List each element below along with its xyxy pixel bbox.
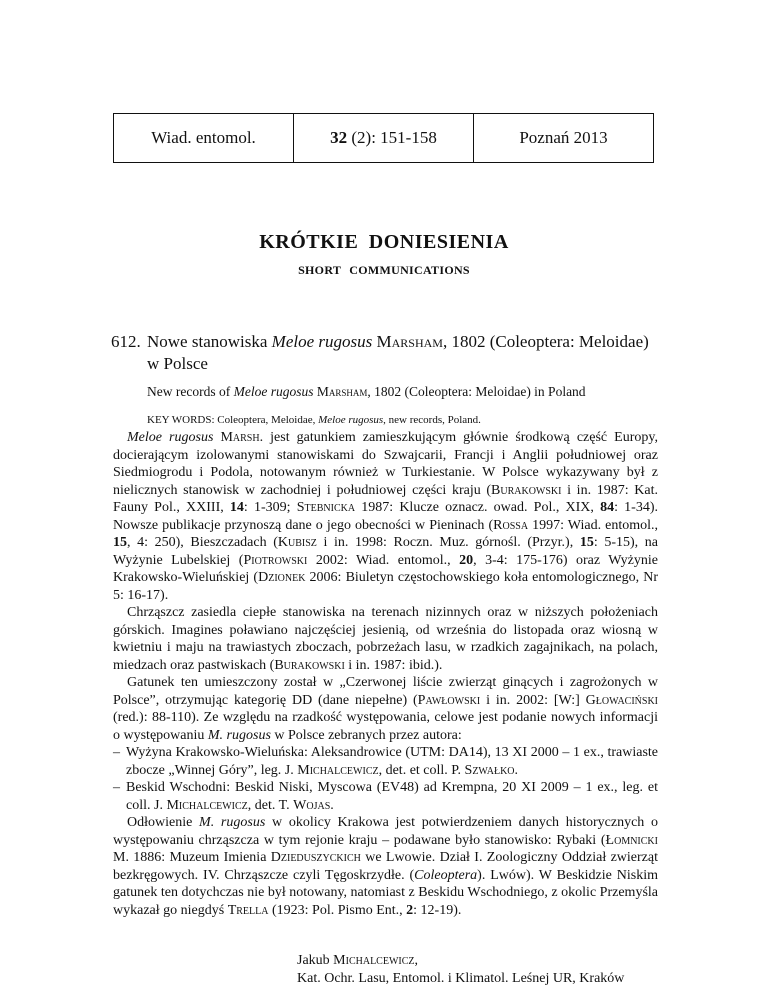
article-body: [113, 429, 658, 919]
keywords-label: KEY WORDS:: [147, 414, 215, 426]
article-title: 612. Nowe stanowiska Meloe rugosus Marsham, 1802 (Coleoptera: Meloidae) w Polsce: [111, 332, 649, 373]
record-list-item: – Wyżyna Krakowsko-Wieluńska: Aleksandrowice (UTM: DA14), 13 XI 2000 – 1 ex., trawiaste zbocze „Winnej Góry”, leg. J. Michalcewicz, det. et coll. P. Szwałko.: [113, 745, 658, 778]
journal-name: Wiad. entomol.: [151, 128, 256, 147]
paragraph-3: Gatunek ten umieszczony został w „Czerwonej liście zwierząt ginących i zagrożonych w Polsce”, otrzymując kategorię DD (dane niepełne) (Pawłowski i in. 2002: [W:] Głowaciński (red.): 88-110). Ze względu na rzadkość występowania, celowe jest podanie nowych informacji o występowaniu M. rugosus w Polsce zebranych przez autora:: [113, 675, 658, 743]
section-title: KRÓTKIE DONIESIENIA: [259, 231, 509, 253]
keywords: KEY WORDS: Coleoptera, Meloidae, Meloe rugosus, new records, Poland.: [147, 414, 481, 426]
paragraph-4: Odłowienie M. rugosus w okolicy Krakowa jest potwierdzeniem danych historycznych o występowaniu chrząszcza w tym rejonie kraju – podawane było stanowisko: Rybaki (Łomnicki M. 1886: Muzeum Imienia Dzieduszyckich we Lwowie. Dział I. Zoologiczny Oddział zwierząt bezkręgowych. IV. Chrząszcze czyli Tęgoskrzydłe. (Coleoptera). Lwów). W Beskidzie Niskim gatunek ten dotychczas nie był notowany, natomiast z Beskidu Wschodniego, z okolic Przemyśla wykazał go niegdyś Trella (1923: Pol. Pismo Ent., 2: 12-19).: [113, 815, 658, 918]
issue-pages: (2): 151-158: [351, 128, 437, 147]
author-signature: [297, 952, 624, 988]
journal-volume: [293, 114, 473, 162]
article-title-english: New records of Meloe rugosus Marsham, 1802 (Coleoptera: Meloidae) in Poland: [147, 384, 586, 399]
journal-place-year: Poznań 2013: [473, 114, 653, 162]
paragraph-1: Meloe rugosus Marsh. jest gatunkiem zamieszkującym głównie środkową część Europy, docierającym izolowanymi stanowiskami do Szwajcarii, Francji i Anglii południowej oraz Siedmiogrodu i Podola, notowanym również w Turkiestanie. W Polsce wykazywany był z nielicznych stanowisk w zachodniej i południowej części kraju (Burakowski i in. 1987: Kat. Fauny Pol., XXIII, 14: 1-309; Stebnicka 1987: Klucze oznacz. owad. Pol., XIX, 84: 1-34). Nowsze publikacje przynoszą dane o jego obecności w Pieninach (Rossa 1997: Wiad. entomol., 15, 4: 250), Bieszczadach (Kubisz i in. 1998: Roczn. Muz. górnośl. (Przyr.), 15: 5-15), na Wyżynie Lubelskiej (Piotrowski 2002: Wiad. entomol., 20, 3-4: 175-176) oraz Wyżynie Krakowsko-Wieluńskiej (Dzionek 2006: Biuletyn częstochowskiego koła entomologicznego, Nr 5: 16-17).: [113, 430, 659, 603]
author-affiliation: Kat. Ochr. Lasu, Entomol. i Klimatol. Leśnej UR, Kraków: [297, 971, 625, 986]
record-list-item: – Beskid Wschodni: Beskid Niski, Myscowa (EV48) ad Krempna, 20 XI 2009 – 1 ex., leg. et coll. J. Michalcewicz, det. T. Wojas.: [113, 780, 658, 813]
paragraph-2: Chrząszcz zasiedla ciepłe stanowiska na terenach nizinnych oraz w niższych położeniach górskich. Imagines poławiano najczęściej jesienią, od września do listopada oraz wiosną w kwietniu i maju na trawiastych zboczach, pobrzeżach lasu, w rzadkich zagajnikach, na polach, miedzach oraz pastwiskach (Burakowski i in. 1987: ibid.).: [113, 605, 658, 673]
section-subtitle: SHORT COMMUNICATIONS: [298, 263, 470, 277]
author-name: Jakub Michalcewicz,: [297, 953, 418, 968]
article-number: 612.: [111, 332, 141, 351]
volume-number: 32: [330, 128, 348, 147]
journal-header-box: [113, 113, 654, 163]
